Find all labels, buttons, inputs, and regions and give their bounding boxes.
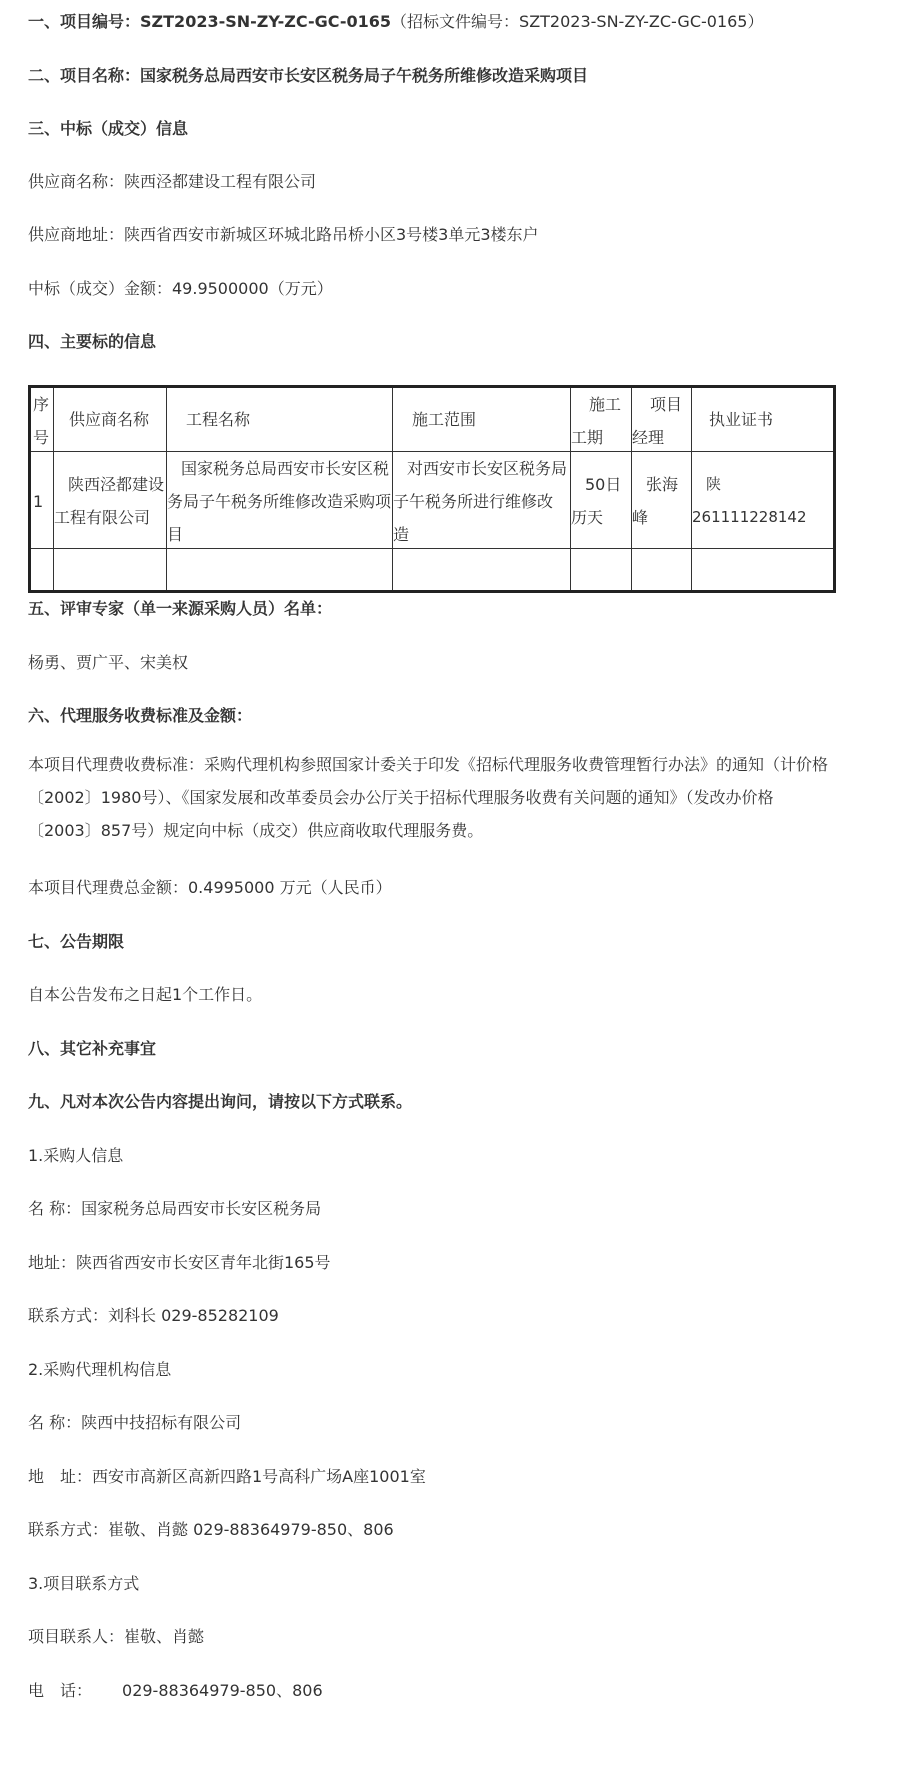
purchaser-contact: 联系方式：刘科长 029-85282109 bbox=[28, 1306, 279, 1325]
agency-info-title: 2.采购代理机构信息 bbox=[28, 1360, 172, 1379]
agency-contact: 联系方式：崔敬、肖懿 029-88364979-850、806 bbox=[28, 1520, 394, 1539]
section-supplementary-heading: 八、其它补充事宜 bbox=[28, 1039, 157, 1058]
agency-fee-total: 本项目代理费总金额：0.4995000 万元（人民币） bbox=[28, 878, 392, 897]
header-no: 序 号 bbox=[33, 395, 50, 447]
header-project: 工程名称 bbox=[186, 410, 251, 429]
row1-supplier: 陕西泾都建设 工程有限公司 bbox=[54, 475, 165, 527]
project-contact-title: 3.项目联系方式 bbox=[28, 1574, 140, 1593]
section-award-info-heading: 三、中标（成交）信息 bbox=[28, 119, 189, 138]
agency-name: 名 称：陕西中技招标有限公司 bbox=[28, 1413, 242, 1432]
section-notice-period-heading: 七、公告期限 bbox=[28, 932, 125, 951]
header-period: 施工 工期 bbox=[571, 395, 622, 447]
row1-license: 陕 261111228142 bbox=[692, 475, 807, 526]
phone-value: 029-88364979-850、806 bbox=[122, 1681, 323, 1700]
row1-project: 国家税务总局西安市长安区税 务局子午税务所维修改造采购项 目 bbox=[167, 459, 392, 544]
section-main-subject-heading: 四、主要标的信息 bbox=[28, 332, 157, 351]
project-contact-phone bbox=[28, 1680, 878, 1702]
agency-address: 地 址：西安市高新区高新四路1号高科广场A座1001室 bbox=[28, 1467, 426, 1486]
experts-list: 杨勇、贾广平、宋美权 bbox=[28, 653, 189, 672]
section-experts-heading: 五、评审专家（单一来源采购人员）名单： bbox=[28, 599, 333, 618]
project-contact-person: 项目联系人：崔敬、肖懿 bbox=[28, 1627, 205, 1646]
row1-period: 50日 历天 bbox=[571, 475, 622, 527]
tender-document-number: （招标文件编号：SZT2023-SN-ZY-ZC-GC-0165） bbox=[391, 12, 764, 31]
award-amount: 中标（成交）金额：49.9500000（万元） bbox=[28, 279, 333, 298]
header-license: 执业证书 bbox=[709, 410, 774, 429]
section-agency-fee-heading: 六、代理服务收费标准及金额： bbox=[28, 706, 253, 725]
section-project-number bbox=[28, 11, 878, 33]
header-supplier: 供应商名称 bbox=[69, 410, 150, 429]
project-number-label: 一、项目编号： bbox=[28, 12, 141, 31]
main-subject-table bbox=[28, 385, 836, 593]
supplier-name: 供应商名称：陕西泾都建设工程有限公司 bbox=[28, 172, 317, 191]
notice-period: 自本公告发布之日起1个工作日。 bbox=[28, 985, 263, 1004]
agency-fee-standard: 本项目代理费收费标准：采购代理机构参照国家计委关于印发《招标代理服务收费管理暂行办法》的通知（计价格 〔2002〕1980号）、《国家发展和改革委员会办公厅关于招标代理服务收费有关问题的通知》（发改办价格 〔2003〕857号）规定向中标（成交）供应商收取代理服务费。 bbox=[28, 755, 829, 840]
header-manager: 项目 经理 bbox=[632, 395, 683, 447]
purchaser-name: 名 称：国家税务总局西安市长安区税务局 bbox=[28, 1199, 322, 1218]
purchaser-address: 地址：陕西省西安市长安区青年北街165号 bbox=[28, 1253, 331, 1272]
phone-label: 电 话： bbox=[28, 1681, 93, 1700]
row1-scope: 对西安市长安区税务局 子午税务所进行维修改 造 bbox=[393, 459, 568, 544]
supplier-address: 供应商地址：陕西省西安市新城区环城北路吊桥小区3号楼3单元3楼东户 bbox=[28, 225, 539, 244]
row1-no: 1 bbox=[33, 492, 44, 511]
purchaser-info-title: 1.采购人信息 bbox=[28, 1146, 124, 1165]
row1-manager: 张海 峰 bbox=[632, 475, 679, 527]
section-contact-heading: 九、凡对本次公告内容提出询问，请按以下方式联系。 bbox=[28, 1092, 413, 1111]
section-project-name: 二、项目名称：国家税务总局西安市长安区税务局子午税务所维修改造采购项目 bbox=[28, 66, 589, 85]
project-number-code: SZT2023-SN-ZY-ZC-GC-0165 bbox=[140, 12, 392, 31]
header-scope: 施工范围 bbox=[412, 410, 477, 429]
